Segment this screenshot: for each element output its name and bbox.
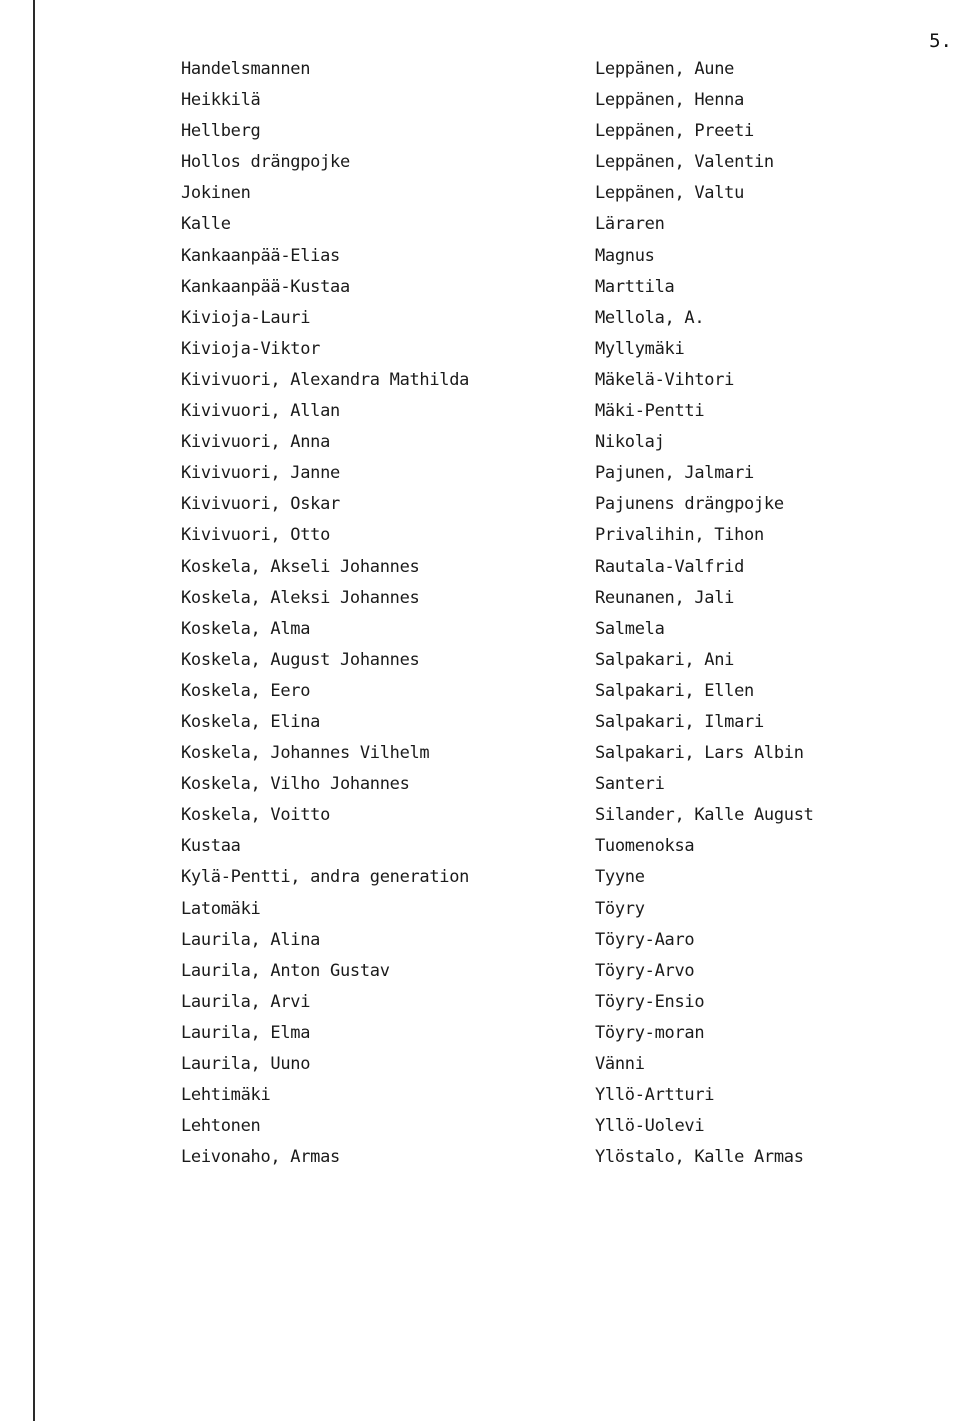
name-entry: Leppänen, Valentin	[595, 152, 774, 173]
name-entry: Laurila, Alina	[181, 929, 321, 950]
name-entry: Yllö-Uolevi	[595, 1116, 705, 1137]
name-entry: Koskela, Akseli Johannes	[181, 556, 420, 577]
name-entry: Kustaa	[181, 836, 241, 857]
name-entry: Leppänen, Preeti	[595, 121, 754, 142]
name-entry: Kivioja-Viktor	[181, 338, 321, 359]
name-entry: Santeri	[595, 774, 665, 795]
name-entry: Jokinen	[181, 183, 251, 204]
name-entry: Ylöstalo, Kalle Armas	[595, 1147, 804, 1168]
name-entry: Kylä-Pentti, andra generation	[181, 867, 470, 888]
name-entry: Koskela, August Johannes	[181, 649, 420, 670]
name-entry: Salpakari, Ellen	[595, 680, 754, 701]
name-list-right-column	[595, 54, 925, 1173]
name-entry: Läraren	[595, 214, 665, 235]
name-entry: Koskela, Vilho Johannes	[181, 774, 410, 795]
name-entry: Yllö-Artturi	[595, 1085, 715, 1106]
name-entry: Laurila, Elma	[181, 1022, 311, 1043]
name-entry: Kivivuori, Allan	[181, 401, 340, 422]
name-entry: Vänni	[595, 1054, 645, 1074]
name-entry: Pajunens drängpojke	[595, 494, 784, 515]
name-entry: Kivivuori, Oskar	[181, 494, 340, 515]
name-entry: Töyry-Aaro	[595, 929, 695, 950]
name-entry: Kalle	[181, 214, 231, 235]
name-entry: Kivivuori, Otto	[181, 525, 331, 546]
name-entry: Koskela, Alma	[181, 618, 311, 639]
name-entry: Kivivuori, Alexandra Mathilda	[181, 369, 470, 390]
name-entry: Handelsmannen	[181, 59, 311, 79]
name-entry: Mäkelä-Vihtori	[595, 369, 735, 390]
name-entry: Kivivuori, Anna	[181, 432, 331, 453]
name-entry: Salpakari, Ilmari	[595, 711, 764, 732]
name-entry: Koskela, Eero	[181, 680, 311, 701]
page-number: 5.	[929, 30, 952, 52]
name-entry: Magnus	[595, 245, 655, 266]
name-entry: Töyry	[595, 898, 645, 919]
name-entry: Leivonaho, Armas	[181, 1147, 340, 1168]
name-entry: Lehtimäki	[181, 1085, 271, 1106]
name-entry: Marttila	[595, 276, 675, 297]
name-entry: Töyry-Arvo	[595, 960, 695, 981]
name-entry: Koskela, Elina	[181, 711, 321, 732]
name-entry: Leppänen, Aune	[595, 59, 735, 79]
name-entry: Salpakari, Lars Albin	[595, 743, 804, 764]
name-entry: Kankaanpää-Kustaa	[181, 276, 350, 297]
name-entry: Latomäki	[181, 898, 261, 919]
name-entry: Koskela, Voitto	[181, 805, 331, 826]
name-entry: Kivioja-Lauri	[181, 307, 311, 328]
page-margin-line	[33, 0, 35, 1421]
name-entry: Töyry-moran	[595, 1022, 705, 1043]
name-entry: Laurila, Arvi	[181, 991, 311, 1012]
name-entry: Nikolaj	[595, 432, 665, 453]
name-entry: Reunanen, Jali	[595, 587, 735, 608]
name-entry: Rautala-Valfrid	[595, 556, 745, 577]
name-entry: Mäki-Pentti	[595, 401, 705, 422]
name-entry: Privalihin, Tihon	[595, 525, 764, 546]
name-entry: Leppänen, Henna	[595, 90, 745, 111]
name-entry: Salmela	[595, 618, 665, 639]
name-entry: Laurila, Anton Gustav	[181, 960, 390, 981]
name-entry: Kankaanpää-Elias	[181, 245, 340, 266]
name-list-left-column	[181, 54, 581, 1173]
name-entry: Myllymäki	[595, 338, 685, 359]
name-entry: Tuomenoksa	[595, 836, 695, 857]
name-entry: Laurila, Uuno	[181, 1054, 311, 1074]
name-entry: Kivivuori, Janne	[181, 463, 340, 484]
name-entry: Leppänen, Valtu	[595, 183, 745, 204]
name-entry: Heikkilä	[181, 90, 261, 111]
name-entry: Silander, Kalle August	[595, 805, 814, 826]
name-entry: Hellberg	[181, 121, 261, 142]
name-entry: Tyyne	[595, 867, 645, 888]
name-entry: Koskela, Aleksi Johannes	[181, 587, 420, 608]
name-entry: Hollos drängpojke	[181, 152, 350, 173]
name-entry: Koskela, Johannes Vilhelm	[181, 743, 430, 764]
name-entry: Lehtonen	[181, 1116, 261, 1137]
name-entry: Töyry-Ensio	[595, 991, 705, 1012]
name-entry: Mellola, A.	[595, 307, 705, 328]
name-entry: Pajunen, Jalmari	[595, 463, 754, 484]
name-entry: Salpakari, Ani	[595, 649, 735, 670]
